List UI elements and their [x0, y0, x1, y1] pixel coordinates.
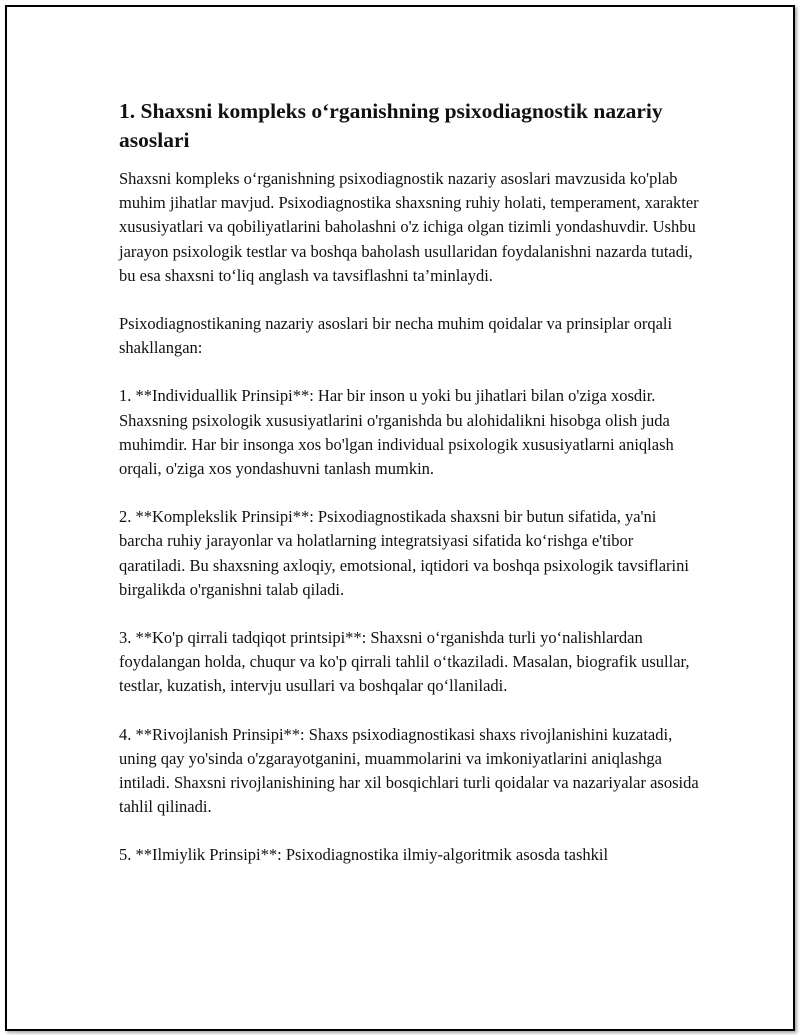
- principle-multifaceted-paragraph: 3. **Ko'p qirrali tadqiqot printsipi**: Shaxsni o‘rganishda turli yo‘nalishlardan foydalangan holda, chuqur va ko'p qirrali tahlil o‘tkaziladi. Masalan, biografik usullar, testlar, kuzatish, intervju usullari va boshqalar qo‘llaniladi.: [119, 628, 690, 696]
- principle-complexity-paragraph: 2. **Komplekslik Prinsipi**: Psixodiagnostikada shaxsni bir butun sifatida, ya'ni barcha ruhiy jarayonlar va holatlarning integratsiyasi sifatida ko‘rishga e'tibor qaratiladi. Bu shaxsning axloqiy, emotsional, iqtidori va boshqa psixologik tavsiflarini birgalikda o'rganishni talab qiladi.: [119, 507, 689, 599]
- section-heading: 1. Shaxsni kompleks o‘rganishning psixodiagnostik nazariy asoslari: [119, 99, 663, 152]
- principle-development-paragraph: 4. **Rivojlanish Prinsipi**: Shaxs psixodiagnostikasi shaxs rivojlanishini kuzatadi, uning qay yo'sinda o'zgarayotganini, muammolarini va imkoniyatlarini aniqlashga intiladi. Shaxsni rivojlanishining har xil bosqichlari turli qoidalar va nazariyalar asosida tahlil qilinadi.: [119, 724, 699, 817]
- principles-intro-paragraph: Psixodiagnostikaning nazariy asoslari bir necha muhim qoidalar va prinsiplar orqali shakllangan:: [119, 314, 673, 358]
- intro-paragraph: Shaxsni kompleks o‘rganishning psixodiagnostik nazariy asoslari mavzusida ko'plab muhim jihatlar mavjud. Psixodiagnostika shaxsning ruhiy holati, temperament, xarakter xususiyatlari va qobiliyatlarini baholashni o'z ichiga olgan tizimli yondashuvdir. Ushbu jarayon psixologik testlar va boshqa baholash usullaridan foydalanishni nazarda tutadi, bu esa shaxsni to‘liq anglash va tavsiflashni ta’minlaydi.: [119, 169, 699, 285]
- document-body: [119, 97, 699, 892]
- principle-scientific-paragraph: 5. **Ilmiylik Prinsipi**: Psixodiagnostika ilmiy-algoritmik asosda tashkil: [119, 845, 609, 865]
- document-page: [5, 5, 795, 1031]
- principle-individuality-paragraph: 1. **Individuallik Prinsipi**: Har bir inson u yoki bu jihatlari bilan o'ziga xosdir. Shaxsning psixologik xususiyatlarini o'rganishda bu alohidalikni hisobga olish juda muhimdir. Har bir insonga xos bo'lgan individual psixologik xususiyatlarni aniqlash orqali, o'ziga xos yondashuvni tanlash mumkin.: [119, 386, 674, 479]
